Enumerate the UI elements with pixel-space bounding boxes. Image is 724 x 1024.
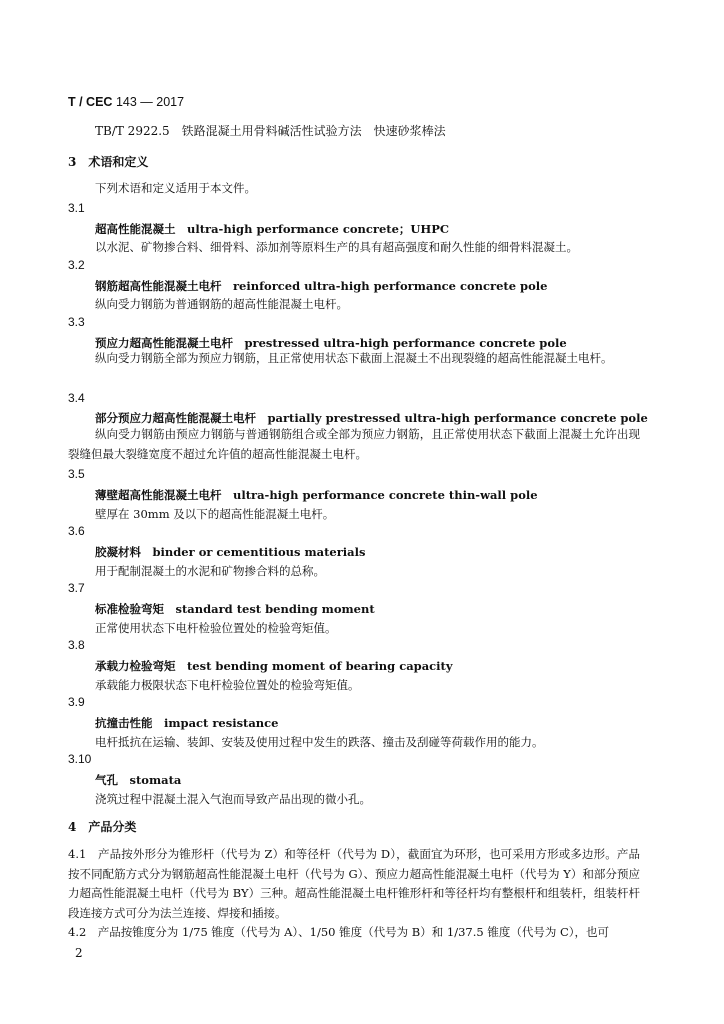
term-definition: 承载能力极限状态下电杆检验位置处的检验弯矩值。 [95, 678, 360, 692]
term-title: 薄壁超高性能混凝土电杆 ultra-high performance concrete thin-wall pole [95, 488, 538, 502]
term-definition: 纵向受力钢筋由预应力钢筋与普通钢筋组合或全部为预应力钢筋，且正常使用状态下截面上混凝土允许出现裂缝但最大裂缝宽度不超过允许值的超高性能混凝土电杆。 [68, 427, 640, 461]
term-title: 承载力检验弯矩 test bending moment of bearing capacity [95, 659, 453, 673]
section-3-heading: 3 术语和定义 [68, 155, 149, 169]
term-definition: 正常使用状态下电杆检验位置处的检验弯矩值。 [95, 621, 337, 635]
clause-4-1: 4.1 产品按外形分为锥形杆（代号为 Z）和等径杆（代号为 D），截面宜为环形，也可采用方形或多边形。产品按不同配筋方式分为钢筋超高性能混凝土电杆（代号为 G）、预应力超高性能混凝土电杆（代号为 Y）和部分预应力超高性能混凝土电杆（代号为 BY）三种。超高性能混凝土电杆锥形杆和等径杆均有整根杆和组装杆，组装杆杆段连接方式可分为法兰连接、焊接和插接。 [68, 847, 640, 920]
term-number: 3.4 [68, 391, 85, 405]
term-definition: 用于配制混凝土的水泥和矿物掺合料的总称。 [95, 564, 325, 578]
term-title: 超高性能混凝土 ultra-high performance concrete；UHPC [95, 222, 450, 236]
section-4-heading: 4 产品分类 [68, 820, 137, 834]
term-definition: 壁厚在 30mm 及以下的超高性能混凝土电杆。 [95, 507, 335, 521]
section-3-intro: 下列术语和定义适用于本文件。 [95, 181, 256, 195]
doc-header: T / CEC 143 — 2017 [68, 95, 185, 109]
term-number: 3.1 [68, 201, 85, 215]
term-definition: 纵向受力钢筋为普通钢筋的超高性能混凝土电杆。 [95, 297, 348, 311]
term-definition: 纵向受力钢筋全部为预应力钢筋，且正常使用状态下截面上混凝土不出现裂缝的超高性能混凝土电杆。 [95, 351, 613, 365]
term-number: 3.3 [68, 315, 85, 329]
term-number: 3.5 [68, 467, 85, 481]
term-number: 3.6 [68, 524, 85, 538]
term-definition: 电杆抵抗在运输、装卸、安装及使用过程中发生的跌落、撞击及刮碰等荷载作用的能力。 [95, 735, 544, 749]
term-title: 部分预应力超高性能混凝土电杆 partially prestressed ultra-high performance concrete pole [95, 411, 648, 425]
term-title: 预应力超高性能混凝土电杆 prestressed ultra-high performance concrete pole [95, 336, 567, 350]
term-number: 3.9 [68, 695, 85, 709]
page-number: 2 [75, 946, 83, 960]
term-number: 3.10 [68, 752, 92, 766]
reference-line: TB/T 2922.5 铁路混凝土用骨料碱活性试验方法 快速砂浆棒法 [95, 124, 446, 138]
term-title: 气孔 stomata [95, 773, 182, 787]
term-number: 3.8 [68, 638, 85, 652]
term-number: 3.7 [68, 581, 85, 595]
term-title: 标准检验弯矩 standard test bending moment [95, 602, 375, 616]
term-title: 钢筋超高性能混凝土电杆 reinforced ultra-high performance concrete pole [95, 279, 548, 293]
term-definition: 以水泥、矿物掺合料、细骨料、添加剂等原料生产的具有超高强度和耐久性能的细骨料混凝土。 [95, 240, 578, 254]
term-number: 3.2 [68, 258, 85, 272]
term-definition: 浇筑过程中混凝土混入气泡而导致产品出现的微小孔。 [95, 792, 371, 806]
term-title: 抗撞击性能 impact resistance [95, 716, 279, 730]
clause-4-2: 4.2 产品按锥度分为 1/75 锥度（代号为 A）、1/50 锥度（代号为 B）和 1/37.5 锥度（代号为 C），也可 [68, 925, 610, 939]
term-title: 胶凝材料 binder or cementitious materials [95, 545, 366, 559]
